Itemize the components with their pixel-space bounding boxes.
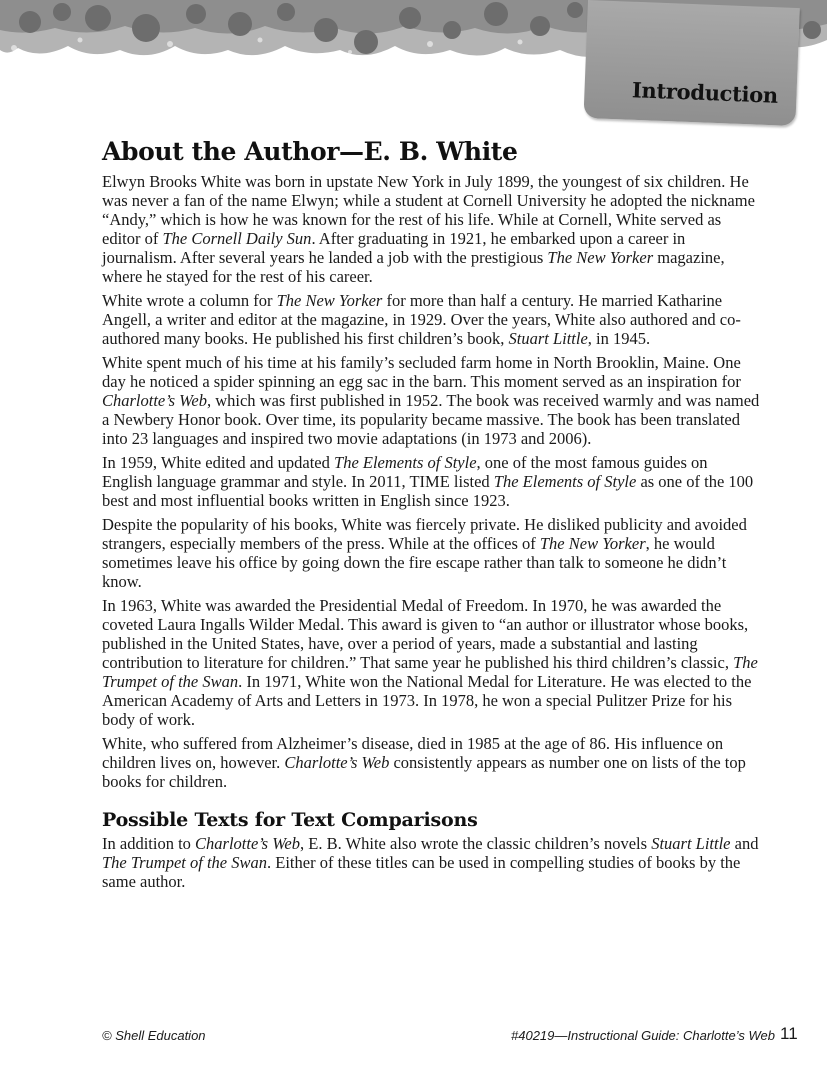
body-paragraph bbox=[102, 734, 762, 791]
body-paragraph bbox=[102, 453, 762, 510]
italic-title-run: Stuart Little bbox=[508, 329, 588, 348]
text-run: White spent much of his time at his family’s secluded farm home in North Brooklin, Maine. One day he noticed a spider spinning an egg sac in the barn. This moment served as an inspiration for bbox=[102, 353, 741, 391]
italic-title-run: The Elements of Style bbox=[334, 453, 477, 472]
text-run: as one of the 100 best and most influential books written in English since 1923. bbox=[102, 472, 754, 510]
text-run: . After graduating in 1921, he embarked upon a career in journalism. After several years he landed a job with the prestigious bbox=[102, 229, 686, 267]
italic-title-run: The Trumpet of the Swan bbox=[102, 853, 268, 872]
text-run: , one of the most famous guides on English language grammar and style. In 2011, TIME listed bbox=[102, 453, 708, 491]
italic-title-run: The Trumpet of the Swan bbox=[102, 653, 758, 691]
text-run: In 1963, White was awarded the Presidential Medal of Freedom. In 1970, he was awarded the coveted Laura Ingalls Wilder Medal. This award is given to “an author or illustrator whose books, published in the United States, have, over a period of years, made a substantial and lasting contribution to literature for children.” That same year he published his third children’s classic, bbox=[102, 596, 749, 672]
section-paragraph bbox=[102, 834, 762, 891]
text-run: for more than half a century. He married Katharine Angell, a writer and editor at the magazine, in 1929. Over the years, White also authored and co-authored many books. He published his first children’s book, bbox=[102, 291, 741, 348]
text-run: magazine, where he stayed for the rest of his career. bbox=[102, 248, 725, 286]
italic-title-run: Charlotte’s Web bbox=[102, 391, 207, 410]
text-run: consistently appears as number one on lists of the top books for children. bbox=[102, 753, 746, 791]
body-paragraph bbox=[102, 353, 762, 448]
italic-title-run: The New Yorker bbox=[547, 248, 654, 267]
text-run: , in 1945. bbox=[587, 329, 651, 348]
italic-title-run: Charlotte’s Web bbox=[284, 753, 390, 772]
italic-title-run: The Elements of Style bbox=[493, 472, 637, 491]
text-run: . In 1971, White won the National Medal for Literature. He was elected to the American Academy of Arts and Letters in 1973. In 1978, he won a special Pulitzer Prize for his body of work. bbox=[102, 672, 752, 729]
text-run: , he would sometimes leave his office by going down the fire escape rather than talk to someone he didn’t know. bbox=[102, 534, 727, 591]
italic-title-run: Charlotte’s Web bbox=[195, 834, 301, 853]
italic-title-run: The Cornell Daily Sun bbox=[162, 229, 312, 248]
text-run: Elwyn Brooks White was born in upstate New York in July 1899, the youngest of six children. He was never a fan of the name Elwyn; while a student at Cornell University he adopted the nickname “Andy,” which is how he was known for the rest of his life. While at Cornell, White served as editor of bbox=[102, 172, 755, 248]
body-paragraph bbox=[102, 291, 762, 348]
footer-publisher: © Shell Education bbox=[102, 1028, 206, 1043]
article-body bbox=[102, 172, 762, 891]
italic-title-run: Stuart Little bbox=[651, 834, 731, 853]
italic-title-run: The New Yorker bbox=[276, 291, 383, 310]
text-run: White wrote a column for bbox=[102, 291, 277, 310]
body-paragraph bbox=[102, 596, 762, 729]
author-bio-paragraphs bbox=[102, 172, 762, 791]
text-run: and bbox=[730, 834, 759, 853]
text-run: White, who suffered from Alzheimer’s disease, died in 1985 at the age of 86. His influence on children lives on, however. bbox=[102, 734, 724, 772]
text-run: In addition to bbox=[102, 834, 196, 853]
text-run: In 1959, White edited and updated bbox=[102, 453, 335, 472]
page-number: 11 bbox=[780, 1024, 798, 1043]
text-run: , which was first published in 1952. The book was received warmly and was named a Newbery Honor book. Over time, its popularity became massive. The book has been translated into 23 languages and inspired two movie adaptations (in 1973 and 2006). bbox=[102, 391, 760, 448]
text-run: . Either of these titles can be used in compelling studies of books by the same author. bbox=[102, 853, 741, 891]
text-run: , E. B. White also wrote the classic children’s novels bbox=[300, 834, 652, 853]
text-run: Despite the popularity of his books, White was fiercely private. He disliked publicity and avoided strangers, especially members of the press. While at the offices of bbox=[102, 515, 747, 553]
section-tab-label: Introduction bbox=[631, 77, 779, 108]
page-title: About the Author—E. B. White bbox=[102, 137, 518, 166]
body-paragraph bbox=[102, 515, 762, 591]
italic-title-run: The New Yorker bbox=[539, 534, 646, 553]
body-paragraph bbox=[102, 172, 762, 286]
footer-guide-title: #40219—Instructional Guide: Charlotte’s Web bbox=[511, 1028, 776, 1043]
section-heading: Possible Texts for Text Comparisons bbox=[102, 809, 478, 831]
